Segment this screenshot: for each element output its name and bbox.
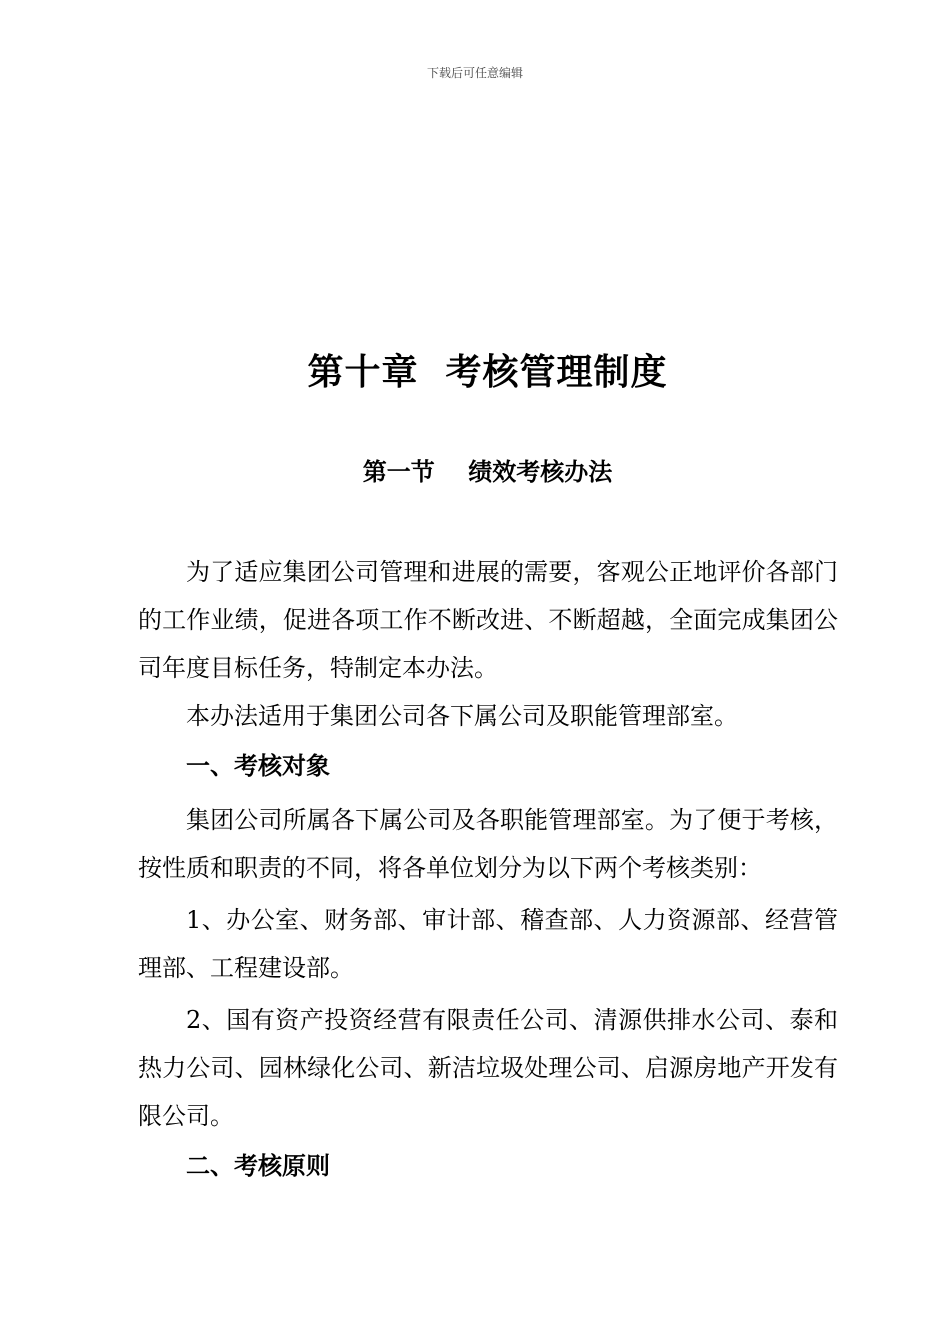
paragraph-targets [138,796,838,892]
paragraph-text: 为了适应集团公司管理和进展的需要，客观公正地评价各部门的工作业绩，促进各项工作不断改进、不断超越，全面完成集团公司年度目标任务，特制定本办法。 [138,558,838,682]
paragraph-text: 集团公司所属各下属公司及各职能管理部室。为了便于考核，按性质和职责的不同，将各单位划分为以下两个考核类别： [138,806,838,882]
paragraph-category-2 [138,996,838,1140]
subheading-text: 一、考核对象 [186,751,330,780]
section-title: 第一节 绩效考核办法 [362,457,613,486]
paragraph-purpose [138,548,838,692]
chapter-title: 第十章 考核管理制度 [307,351,668,393]
heading-assessment-principles [138,1142,838,1190]
paragraph-text: 1、办公室、财务部、审计部、稽查部、人力资源部、经营管理部、工程建设部。 [138,906,838,982]
paragraph-text: 2、国有资产投资经营有限责任公司、清源供排水公司、泰和热力公司、园林绿化公司、新洁垃圾处理公司、启源房地产开发有限公司。 [138,1006,838,1130]
paragraph-text: 本办法适用于集团公司各下属公司及职能管理部室。 [186,702,738,730]
page-header-note: 下载后可任意编辑 [426,66,523,80]
heading-assessment-targets [138,742,838,790]
subheading-text: 二、考核原则 [186,1151,330,1180]
paragraph-scope [138,692,838,740]
paragraph-category-1 [138,896,838,992]
